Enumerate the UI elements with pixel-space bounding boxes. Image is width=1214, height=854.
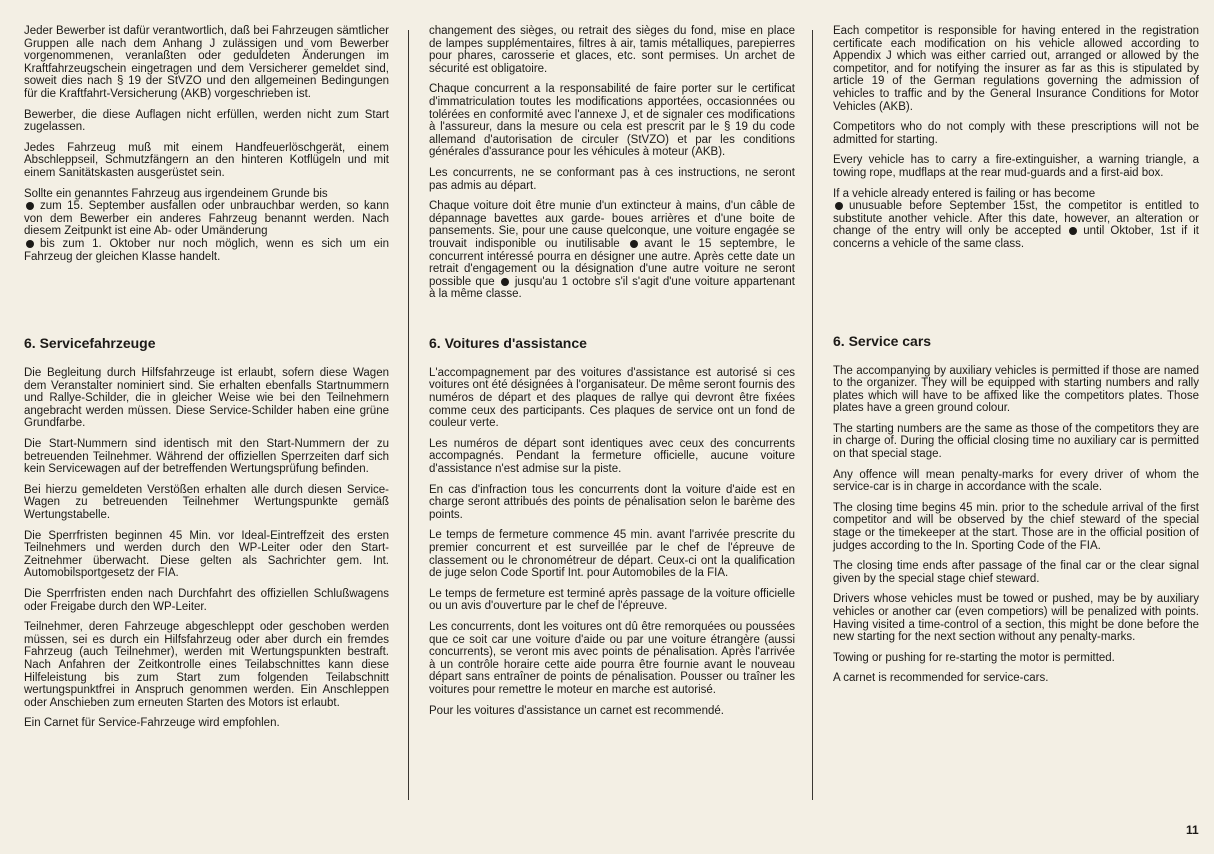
paragraph: Jedes Fahrzeug muß mit einem Handfeuerlöschgerät, einem Abschleppseil, Schmutzfängern an den hinteren Kotflügeln und mit einem Sanitätskasten ausgerüstet sein. [24,141,389,179]
paragraph: Pour les voitures d'assistance un carnet est recommendé. [429,704,724,717]
text-fragment: jusqu'au 1 octobre s'il s'agit d'une voiture appartenant à la même classe. [429,275,796,301]
spacer [24,271,389,335]
paragraph: Die Sperrfristen enden nach Durchfahrt des offiziellen Schlußwagens oder Freigabe durch den WP-Leiter. [24,588,389,613]
french-column [429,25,795,725]
paragraph [833,188,1199,251]
paragraph: The closing time ends after passage of the final car or the clear signal given by the special stage chief steward. [833,560,1199,585]
bullet-dot-icon [1069,227,1077,235]
paragraph: Die Begleitung durch Hilfsfahrzeuge ist erlaubt, sofern diese Wagen dem Veranstalter nominiert sind. Sie erhalten ebenfalls Startnummern und Rallye-Schilder, die in gleicher Weise wie bei den Teilnehmern angebracht werden müssen. Diese Service-Schilder haben eine grüne Grundfarbe. [24,367,389,430]
text-fragment: zum 15. September ausfallen oder unbrauchbar werden, so kann von dem Bewerber ein anderes Fahrzeug benannt werden. Nach diesem Zeitpunkt ist eine Ab- oder Umänderung [24,200,389,238]
paragraph: Each competitor is responsible for having entered in the registration certificate each modification on his vehicle allowed according to Appendix J which was either carried out, arranged or allowed by the competitor, and for notifying the insurer as far as this is stipulated by article 19 of the German regulations governing the admission of vehicles to traffic and by the General Insurance Conditions for Motor Vehicles (AKB). [833,25,1199,113]
paragraph [24,188,389,264]
paragraph [429,200,795,301]
paragraph: Teilnehmer, deren Fahrzeuge abgeschleppt oder geschoben werden müssen, sei es durch ein Hilfsfahrzeug oder aber durch ein fremdes Fahrzeug (auch Teilnehmer), werden mit Wertungspunkten bestraft. Nach Anfahren der Zeitkontrolle eines Teilabschnittes kann diese Hilfeleistung bis zum Start zum folgenden Teilabschnitt wertungspunktfrei in Anspruch genommen werden. Ein Anschleppen oder Anschieben zum erneuten Starten des Motors ist erlaubt. [24,621,389,709]
paragraph: Bei hierzu gemeldeten Verstößen erhalten alle durch diesen Service-Wagen zu betreuenden Teilnehmer Wertungspunkte gemäß Wertungstabelle. [24,483,389,522]
bullet-dot-icon [26,240,34,248]
paragraph: Les concurrents, ne se conformant pas à ces instructions, ne seront pas admis au départ. [429,166,795,192]
english-column [833,25,1199,693]
text-fragment: Chaque voiture doit être munie d'un extincteur à mains, d'un câble de dépannage bavettes aux garde- boues arrières et d'une boite de pansements. Sie, pour une cause quelconque, une voiture engagée se trouvait indisponible ou inutilisable [429,200,795,250]
paragraph: Die Sperrfristen beginnen 45 Min. vor Ideal-Eintreffzeit des ersten Teilnehmers und werden durch den WP-Leiter oder den Start-Zeitnehmer überwacht. Diese gelten als Sachrichter gem. Int. Automobilsportgesetz der FIA. [24,529,389,580]
german-column [24,25,389,738]
paragraph: Jeder Bewerber ist dafür verantwortlich, daß bei Fahrzeugen sämtlicher Gruppen alle nach dem Anhang J zulässigen und vom Bewerber vorgenommenen, veranlaßten oder geduldeten Änderungen im Kraftfahrzeugschein eingetragen und dem Versicherer gemeldet sind, soweit dies nach § 19 der StVZO und den allgemeinen Bedingungen für die Kraftfahrt-Versicherung (AKB) vorgeschrieben ist. [24,25,389,100]
spacer [429,309,795,335]
spacer [833,259,1199,333]
paragraph: Any offence will mean penalty-marks for every driver of whom the service-car is in charge in accordance with the scale. [833,468,1199,494]
bullet-dot-icon [835,202,843,210]
section-heading: 6. Service cars [833,332,932,349]
paragraph: Bewerber, die diese Auflagen nicht erfüllen, werden nicht zum Start zugelassen. [24,108,389,134]
text-fragment: Sollte ein genanntes Fahrzeug aus irgendeinem Grunde bis [24,187,328,200]
paragraph: The accompanying by auxiliary vehicles is permitted if those are named to the organizer. They will be equipped with starting numbers and rally plates which will have to be affixed like the competitors plates. Those plates have a green ground colour. [833,364,1199,415]
paragraph: Chaque concurrent a la responsabilité de faire porter sur le certificat d'immatriculation toutes les modifications apportées, occasionnées ou tolérées en conformité avec l'annexe J, et de signaler ces modifications à l'assureur, dans la mesure ou cela est prescrit par le § 19 du code allemand d'autorisation de circuler (StVZO) et par les conditions générales d'assurance pour les véhicules à moteur (AKB). [429,83,795,159]
bullet-dot-icon [630,240,638,248]
text-fragment: bis zum 1. Oktober nur noch möglich, wenn es sich um ein Fahrzeug der gleichen Klasse handelt. [24,237,389,263]
bullet-dot-icon [501,278,509,286]
text-fragment: until Oktober, 1st if it concerns a vehicle of the same class. [833,225,1199,250]
paragraph: Les concurrents, dont les voitures ont dû être remorquées ou poussées que ce soit car une voiture d'aide ou par une voiture étrangère (aussi concurrents), se veront mis avec points de pénalisation. Après l'arrivée à un contrôle horaire cette aide pourra être fournie avant le nouveau départ sans entraîner de points de pénalisation. Pousser ou traîner les voitures pour remettre le moteur en marche est autorisé. [429,620,795,696]
section-heading: 6. Servicefahrzeuge [24,335,156,352]
column-divider [408,30,409,800]
paragraph: En cas d'infraction tous les concurrents dont la voiture d'aide est en charge seront attribués des points de pénalisation selon le barème des points. [429,483,795,521]
paragraph: Le temps de fermeture commence 45 min. avant l'arrivée prescrite du premier concurrent et est surveillée par le chef de l'épreuve de classement ou le chronométreur de départ. Ceux-ci ont la qualification de juge selon Code Sportif Int. pour Automobiles de la FIA. [429,529,795,580]
paragraph: Die Start-Nummern sind identisch mit den Start-Nummern der zu betreuenden Teilnehmer. Während der offiziellen Sperrzeiten darf sich kein Servicewagen auf der betreffenden Wertungsprüfung befinden. [24,438,389,476]
paragraph: Every vehicle has to carry a fire-extinguisher, a warning triangle, a towing rope, mudflaps at the rear mud-guards and a first-aid box. [833,154,1199,179]
text-fragment: If a vehicle already entered is failing or has become [833,187,1096,200]
page-number: 11 [1186,823,1199,837]
paragraph: changement des sièges, ou retrait des sièges du fond, mise en place de lampes supplémentaires, filtres à air, tamis métalliques, parepierres pour phares, carosserie et glaces, etc. sont permises. Un archet de sécurité est obligatoire. [429,25,795,75]
paragraph: Le temps de fermeture est terminé après passage de la voiture officielle ou un avis d'ouverture par le chef de l'épreuve. [429,587,795,613]
paragraph: Les numéros de départ sont identiques avec ceux des concurrents accompagnés. Pendant la fermeture officielle, aucune voiture d'assistance n'est admise sur la piste. [429,437,795,476]
text-fragment: avant le 15 septembre, le concurrent intéressé pourra en désigner une autre. Après cette date un retrait d'engagement ou la désignation d'une autre voiture ne seront possible que [429,237,795,288]
paragraph: The closing time begins 45 min. prior to the schedule arrival of the first competitor and will be observed by the chief steward of the special stage or the timekeeper at the start. Those are in the official position of judges according to the In. Sporting Code of the FIA. [833,501,1199,552]
paragraph: Ein Carnet für Service-Fahrzeuge wird empfohlen. [24,717,280,730]
bullet-dot-icon [26,202,34,210]
paragraph: The starting numbers are the same as those of the competitors they are in charge of. During the official closing time no auxiliary car is permitted on that special stage. [833,422,1199,461]
section-heading: 6. Voitures d'assistance [429,334,587,351]
paragraph: Competitors who do not comply with these prescriptions will not be admitted for starting. [833,121,1199,146]
paragraph: A carnet is recommended for service-cars. [833,672,1049,685]
column-divider [812,30,813,800]
paragraph: Drivers whose vehicles must be towed or pushed, may be by auxiliary vehicles or another car (even competiors) will be penalized with points. Having visited a time-control of a section, this might be done before the new starting for the next section without any penalty-marks. [833,593,1199,644]
paragraph: Towing or pushing for re-starting the motor is permitted. [833,651,1115,664]
text-fragment: unusuable before September 15st, the competitor is entitled to substitute another vehicle. After this date, however, an alteration or change of the entry will only be accepted [833,200,1199,238]
paragraph: L'accompagnement par des voitures d'assistance est autorisé si ces voitures ont été désignées à l'organisateur. De même seront fournis des numéros de départ et des plaques de rallye qui devront être fixées comme ceux des participants. Ces plaques de service ont un fond de couleur verte. [429,366,795,430]
